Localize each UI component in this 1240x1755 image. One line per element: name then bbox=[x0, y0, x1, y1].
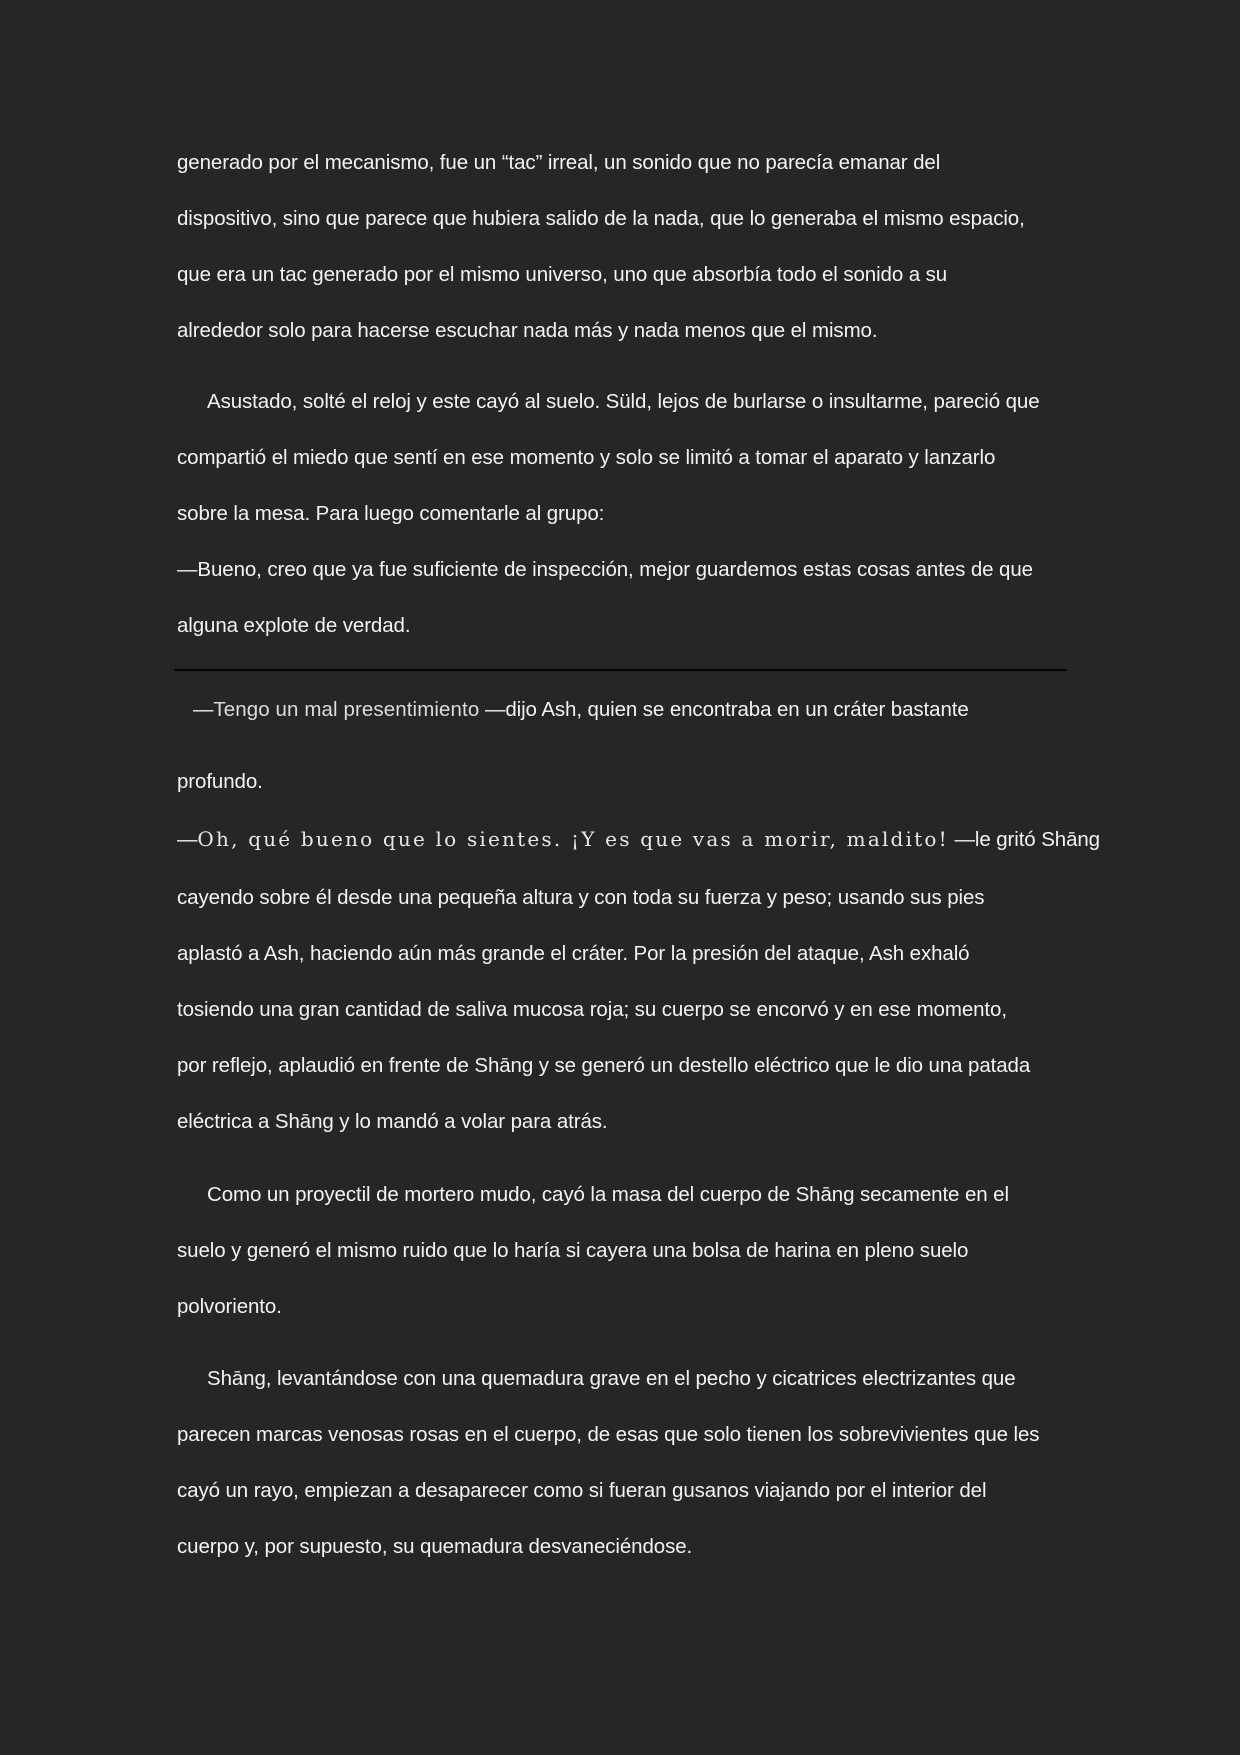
paragraph-line: generado por el mecanismo, fue un “tac” irreal, un sonido que no parecía emanar del bbox=[177, 151, 941, 174]
shang-speech: Oh, qué bueno que lo sientes. ¡Y es que vas a morir, maldito! bbox=[197, 827, 949, 851]
dialogue-dash: — bbox=[177, 828, 198, 851]
paragraph-line: que era un tac generado por el mismo universo, uno que absorbía todo el sonido a su bbox=[177, 263, 948, 286]
paragraph-line: suelo y generó el mismo ruido que lo haría si cayera una bolsa de harina en pleno suelo bbox=[177, 1239, 969, 1262]
paragraph-line: por reflejo, aplaudió en frente de Shāng y se generó un destello eléctrico que le dio una patada bbox=[177, 1054, 1031, 1077]
paragraph-line: alrededor solo para hacerse escuchar nada más y nada menos que el mismo. bbox=[177, 319, 878, 342]
dialogue-tag: —le gritó Shāng bbox=[948, 828, 1100, 851]
paragraph-line: aplastó a Ash, haciendo aún más grande el cráter. Por la presión del ataque, Ash exhaló bbox=[177, 942, 970, 965]
paragraph-line: cayendo sobre él desde una pequeña altura y con toda su fuerza y peso; usando sus pies bbox=[177, 886, 985, 909]
dialogue-tag: —dijo Ash, quien se encontraba en un cráter bastante bbox=[479, 698, 969, 721]
ash-dialogue-line bbox=[193, 696, 969, 724]
paragraph-line: profundo. bbox=[177, 770, 263, 793]
paragraph-line: Shāng, levantándose con una quemadura grave en el pecho y cicatrices electrizantes que bbox=[207, 1367, 1016, 1390]
dialogue-dash: — bbox=[193, 698, 214, 721]
paragraph-line: cayó un rayo, empiezan a desaparecer como si fueran gusanos viajando por el interior del bbox=[177, 1479, 987, 1502]
dialogue-line: —Bueno, creo que ya fue suficiente de inspección, mejor guardemos estas cosas antes de que bbox=[177, 558, 1033, 581]
paragraph-line: alguna explote de verdad. bbox=[177, 614, 411, 637]
paragraph-line: eléctrica a Shāng y lo mandó a volar para atrás. bbox=[177, 1110, 608, 1133]
paragraph-line: Como un proyectil de mortero mudo, cayó la masa del cuerpo de Shāng secamente en el bbox=[207, 1183, 1009, 1206]
ash-speech: Tengo un mal presentimiento bbox=[213, 698, 480, 721]
section-divider bbox=[174, 669, 1067, 671]
paragraph-line: cuerpo y, por supuesto, su quemadura desvaneciéndose. bbox=[177, 1535, 693, 1558]
paragraph-line: dispositivo, sino que parece que hubiera salido de la nada, que lo generaba el mismo espacio, bbox=[177, 207, 1025, 230]
paragraph-line: parecen marcas venosas rosas en el cuerpo, de esas que solo tienen los sobrevivientes que les bbox=[177, 1423, 1040, 1446]
paragraph-line: tosiendo una gran cantidad de saliva mucosa roja; su cuerpo se encorvó y en ese momento, bbox=[177, 998, 1007, 1021]
shang-dialogue-line bbox=[177, 825, 1100, 853]
paragraph-line: polvoriento. bbox=[177, 1295, 282, 1318]
paragraph-line: compartió el miedo que sentí en ese momento y solo se limitó a tomar el aparato y lanzarlo bbox=[177, 446, 996, 469]
paragraph-line: sobre la mesa. Para luego comentarle al grupo: bbox=[177, 502, 605, 525]
paragraph-line: Asustado, solté el reloj y este cayó al suelo. Süld, lejos de burlarse o insultarme, pareció que bbox=[207, 390, 1040, 413]
